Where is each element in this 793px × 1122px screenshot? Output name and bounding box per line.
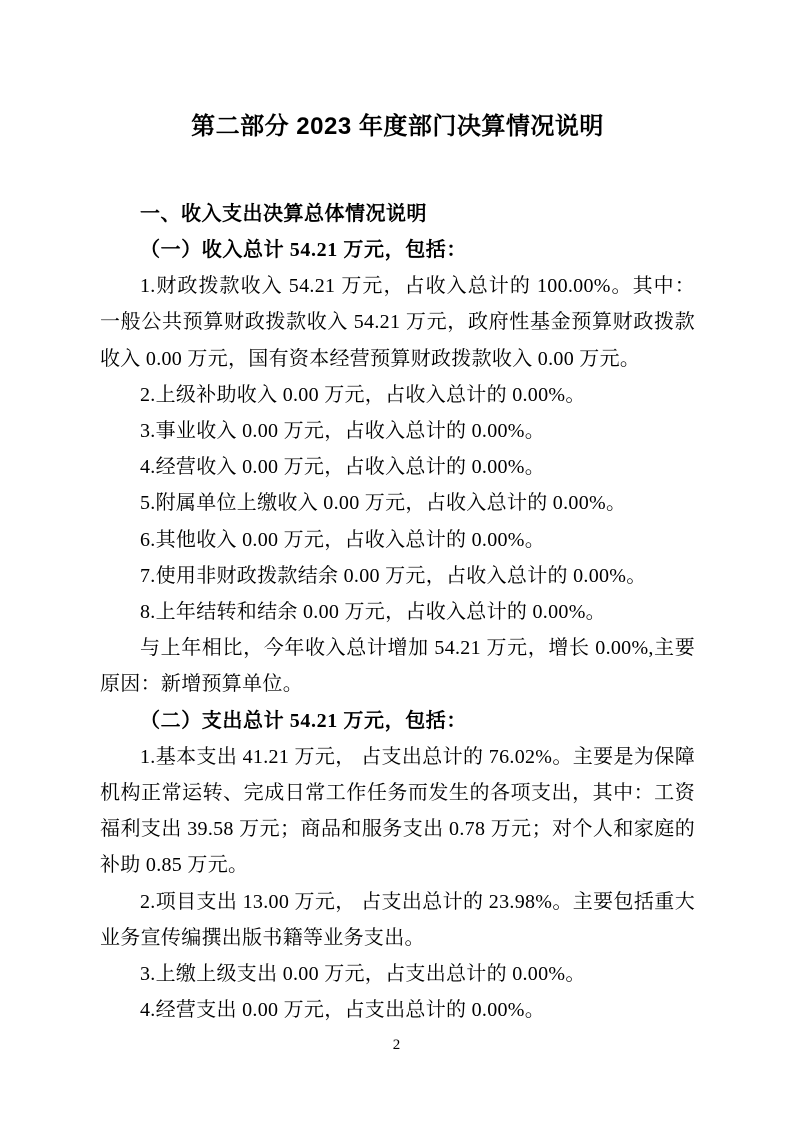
paragraph-year-over-year-comparison: 与上年相比，今年收入总计增加 54.21 万元，增长 0.00%,主要原因：新增预算单位。 xyxy=(100,637,695,696)
paragraph-business-income: 4.经营收入 0.00 万元，占收入总计的 0.00%。 xyxy=(140,456,546,479)
paragraph-operational-income: 3.事业收入 0.00 万元，占收入总计的 0.00%。 xyxy=(140,420,546,443)
section-heading-income-expense-overview: 一、收入支出决算总体情况说明 xyxy=(140,203,427,225)
page-number: 2 xyxy=(392,1037,401,1053)
paragraph-project-expense: 2.项目支出 13.00 万元， 占支出总计的 23.98%。主要包括重大业务宣传编撰出版书籍等业务支出。 xyxy=(100,890,695,949)
paragraph-business-expense: 4.经营支出 0.00 万元，占支出总计的 0.00%。 xyxy=(140,999,546,1022)
subsection-heading-expense-total: （二）支出总计 54.21 万元，包括： xyxy=(140,709,467,732)
paragraph-non-fiscal-balance-income: 7.使用非财政拨款结余 0.00 万元，占收入总计的 0.00%。 xyxy=(140,564,647,587)
paragraph-superior-subsidy-income: 2.上级补助收入 0.00 万元，占收入总计的 0.00%。 xyxy=(140,383,586,406)
document-title: 第二部分 2023 年度部门决算情况说明 xyxy=(191,113,604,140)
paragraph-other-income: 6.其他收入 0.00 万元，占收入总计的 0.00%。 xyxy=(140,528,546,551)
paragraph-superior-payment-expense: 3.上缴上级支出 0.00 万元，占支出总计的 0.00%。 xyxy=(140,963,586,986)
paragraph-affiliated-unit-income: 5.附属单位上缴收入 0.00 万元，占收入总计的 0.00%。 xyxy=(140,492,627,515)
paragraph-fiscal-appropriation-income: 1.财政拨款收入 54.21 万元，占收入总计的 100.00%。其中：一般公共预算财政拨款收入 54.21 万元，政府性基金预算财政拨款收入 0.00 万元，国有资本经营预算财政拨款收入 0.00 万元。 xyxy=(100,275,695,370)
paragraph-basic-expense: 1.基本支出 41.21 万元， 占支出总计的 76.02%。主要是为保障机构正常运转、完成日常工作任务而发生的各项支出，其中：工资福利支出 39.58 万元；商品和服务支出 0.78 万元；对个人和家庭的补助 0.85 万元。 xyxy=(100,745,695,877)
subsection-heading-income-total: （一）收入总计 54.21 万元，包括： xyxy=(140,239,467,261)
paragraph-carryover-income: 8.上年结转和结余 0.00 万元，占收入总计的 0.00%。 xyxy=(140,601,606,624)
